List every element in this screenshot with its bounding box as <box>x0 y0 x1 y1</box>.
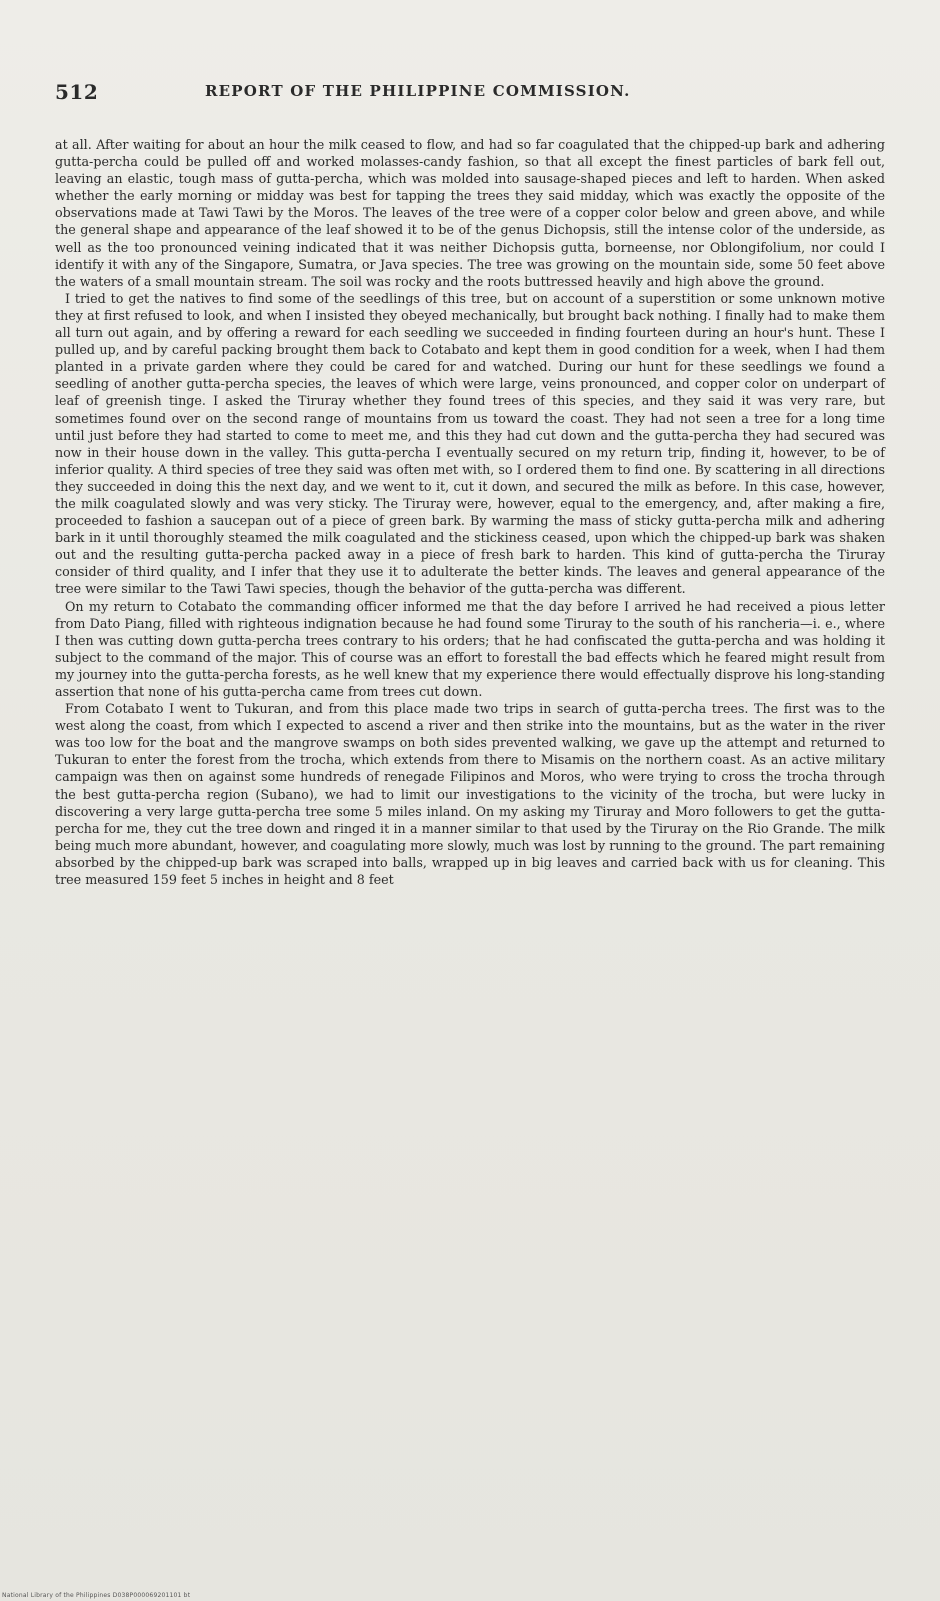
paragraph: I tried to get the natives to find some of the seedlings of this tree, but on account of a superstition or some unknown motive they at first refused to look, and when I insisted they obeyed mechanically, but brought back nothing. I finally had to make them all turn out again, and by offering a reward for each seedling we succeeded in finding fourteen during an hour's hunt. These I pulled up, and by careful packing brought them back to Cotabato and kept them in good condition for a week, when I had them planted in a private garden where they could be cared for and watched. During our hunt for these seedlings we found a seedling of another gutta-percha species, the leaves of which were large, veins pronounced, and copper color on underpart of leaf of greenish tinge. I asked the Tiruray whether they found trees of this species, and they said it was very rare, but sometimes found over on the second range of mountains from us toward the coast. They had not seen a tree for a long time until just before they had started to come to meet me, and this they had cut down and the gutta-percha they had secured was now in their house down in the valley. This gutta-percha I eventually secured on my return trip, finding it, however, to be of inferior quality. A third species of tree they said was often met with, so I ordered them to find one. By scattering in all directions they succeeded in doing this the next day, and we went to it, cut it down, and secured the milk as before. In this case, however, the milk coagulated slowly and was very sticky. The Tiruray were, however, equal to the emergency, and, after making a fire, proceeded to fashion a saucepan out of a piece of green bark. By warming the mass of sticky gutta-percha milk and adhering bark in it until thoroughly steamed the milk coagulated and the stickiness ceased, upon which the chipped-up bark was shaken out and the resulting gutta-percha packed away in a piece of fresh bark to harden. This kind of gutta-percha the Tiruray consider of third quality, and I infer that they use it to adulterate the better kinds. The leaves and general appearance of the tree were similar to the Tawi Tawi species, though the behavior of the gutta-percha was different. <box>55 290 885 597</box>
page-number: 512 <box>55 80 99 104</box>
paragraph: On my return to Cotabato the commanding officer informed me that the day before I arrived he had received a pious letter from Dato Piang, filled with righteous indignation because he had found some Tiruray to the south of his rancheria—i. e., where I then was cutting down gutta-percha trees contrary to his orders; that he had confiscated the gutta-percha and was holding it subject to the command of the major. This of course was an effort to forestall the bad effects which he feared might result from my journey into the gutta-percha forests, as he well knew that my experience there would effectually disprove his long-standing assertion that none of his gutta-percha came from trees cut down. <box>55 598 885 699</box>
body-text <box>55 136 885 888</box>
paragraph: at all. After waiting for about an hour the milk ceased to flow, and had so far coagulated that the chipped-up bark and adhering gutta-percha could be pulled off and worked molasses-candy fashion, so that all except the finest particles of bark fell out, leaving an elastic, tough mass of gutta-percha, which was molded into sausage-shaped pieces and left to harden. When asked whether the early morning or midday was best for tapping the trees they said midday, which was exactly the opposite of the observations made at Tawi Tawi by the Moros. The leaves of the tree were of a copper color below and green above, and while the general shape and appearance of the leaf showed it to be of the genus Dichopsis, still the intense color of the underside, as well as the too pronounced veining indicated that it was neither Dichopsis gutta, borneense, nor Oblongifolium, nor could I identify it with any of the Singapore, Sumatra, or Java species. The tree was growing on the mountain side, some 50 feet above the waters of a small mountain stream. The soil was rocky and the roots buttressed heavily and high above the ground. <box>55 137 885 289</box>
page-header <box>55 80 875 110</box>
running-title: REPORT OF THE PHILIPPINE COMMISSION. <box>205 82 631 100</box>
paragraph: From Cotabato I went to Tukuran, and from this place made two trips in search of gutta-percha trees. The first was to the west along the coast, from which I expected to ascend a river and then strike into the mountains, but as the water in the river was too low for the boat and the mangrove swamps on both sides prevented walking, we gave up the attempt and returned to Tukuran to enter the forest from the trocha, which extends from there to Misamis on the northern coast. As an active military campaign was then on against some hundreds of renegade Filipinos and Moros, who were trying to cross the trocha through the best gutta-percha region (Subano), we had to limit our investigations to the vicinity of the trocha, but were lucky in discovering a very large gutta-percha tree some 5 miles inland. On my asking my Tiruray and Moro followers to get the gutta-percha for me, they cut the tree down and ringed it in a manner similar to that used by the Tiruray on the Rio Grande. The milk being much more abundant, however, and coagulating more slowly, much was lost by running to the ground. The part remaining absorbed by the chipped-up bark was scraped into balls, wrapped up in big leaves and carried back with us for cleaning. This tree measured 159 feet 5 inches in height and 8 feet <box>55 701 885 888</box>
library-footer: National Library of the Philippines D038P000069201101 bt <box>2 1592 191 1599</box>
